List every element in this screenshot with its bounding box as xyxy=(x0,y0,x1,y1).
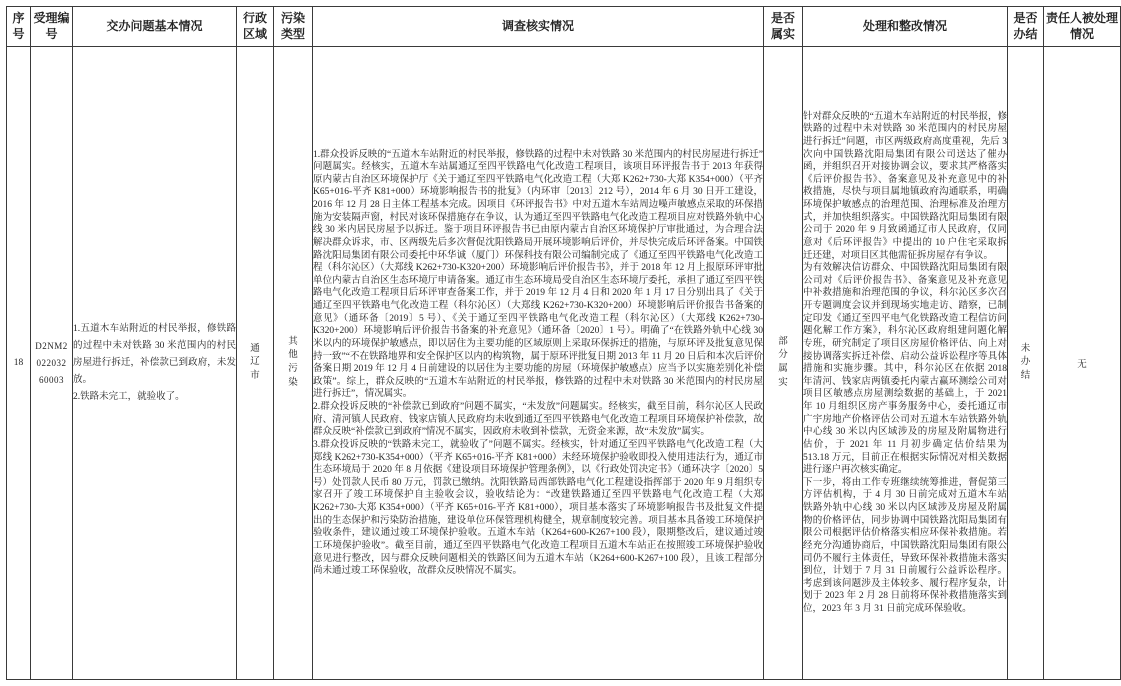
paragraph: 2.铁路未完工，就验收了。 xyxy=(73,391,185,402)
pollution-type-value: 其他污染 xyxy=(288,336,298,388)
col-header-region: 行政区域 xyxy=(237,7,274,47)
paragraph: 2.群众投诉反映的“补偿款已到政府”问题不属实，“未发放”问题属实。经核实，截至目前，科尔沁区人民政府、清河镇人民政府、钱家店镇人民政府均未收到通辽至四平铁路电气化改造工程项目环境保护补偿款，故群众反映“补偿款已到政府”情况不属实，因政府未收到补偿款，无资金来源，故“未发放”属实。 xyxy=(313,402,763,438)
paragraph: 3.群众投诉反映的“铁路未完工，就验收了”问题不属实。经核实，针对通辽至四平铁路电气化改造工程（大郑线 K262+730-K354+000）（平齐 K65+016-平齐 K81+000）未经环境保护验收即投入使用违法行为，通辽市生态环境局于 2020 年 8 月依据《建设项目环境保护管理条例》，以《行政处罚决定书》（通环决字〔2020〕5 号）处罚款人民币 80 万元，罚款已缴纳。沈阳铁路局西部铁路电气化工程建设指挥部于 2020 年 9 月组织专家召开了竣工环境保护自主验收会议，验收结论为：“改建铁路通辽至四平铁路电气化改造工程（大郑 K262+730-大郑 K354+000）（平齐 K65+016-平齐 K81+000），项目基本落实了环境影响报告书及批复文件提出的生态保护和污染防治措施，建设单位环保管理机构健全，规章制度较完善。项目基本具备竣工环境保护验收条件，建议通过竣工环境保护验收。五道木车站（K264+600-K267+100 段），限期整改后，建议通过竣工环境保护验收”。截至目前，通辽至四平铁路电气化改造工程项目五道木车站正在按照竣工环境保护验收意见进行整改，因与群众反映问题相关的铁路区间为五道木车站（K264+600-K267+100 段），且该工程部分尚未通过竣工环保验收，故群众反映情况不属实。 xyxy=(313,439,763,577)
cell-case-no xyxy=(31,47,73,680)
paragraph: 针对群众反映的“五道木车站附近的村民举报，修铁路的过程中未对铁路 30 米范围内的村民房屋进行拆迁”问题，市区两级政府高度重视，先后 3 次向中国铁路沈阳局集团有限公司送达了催办函，并组织召开对接协调会议，要求其严格落实《后评价报告书》、备案意见及补充意见中的补救措施，尽快与项目属地镇政府沟通联系，明确环境保护敏感点的治理范围、治理标准及治理方式，并加快组织落实。中国铁路沈阳局集团有限公司于 2020 年 9 月致函通辽市人民政府，仅同意对《后环评报告》中提出的 10 户住宅采取拆迁还建，对项目区其他需征拆房屋存有争议。 xyxy=(803,111,1007,261)
table-row xyxy=(7,47,1121,680)
col-header-accountability: 责任人被处理情况 xyxy=(1044,7,1121,47)
paragraph: 为有效解决信访群众、中国铁路沈阳局集团有限公司对《后评价报告书》、备案意见及补充意见中补救措施和治理范围的争议，科尔沁区多次召开专题调度会议并到现场实地走访、踏察，已制定印发《通辽至四平电气化铁路改造工程信访问题化解工作方案》，科尔沁区政府组建问题化解专班，研究制定了项目区房屋价格评估、向上对接协调落实拆迁补偿、启动公益诉讼程序等具体措施和实施步骤。其中，科尔沁区在依据 2018 年清河、钱家店两镇委托内蒙古赢环测绘公司对项目区敏感点房屋测绘数据的基础上，于 2021 年 10 月组织区房产事务服务中心，委托通辽市广宇房地产价格评估公司对五道木车站铁路外轨中心线 30 米以内区域涉及的房屋及附属物进行估价，于 2021 年 11 月初步确定估价结果为 513.18 万元，目前正在根据实际情况对相关数据进行逐户再次核实确定。 xyxy=(803,263,1007,476)
col-header-index: 序号 xyxy=(7,7,31,47)
col-header-problem: 交办问题基本情况 xyxy=(73,7,237,47)
header-row xyxy=(7,7,1121,47)
completed-value: 未办结 xyxy=(1020,343,1031,382)
col-header-verified: 是否属实 xyxy=(764,7,803,47)
col-header-case-no: 受理编号 xyxy=(31,7,73,47)
cell-investigation xyxy=(313,47,764,680)
paragraph: 下一步，将由工作专班继续统筹推进，督促第三方评估机构，于 4 月 30 日前完成对五道木车站铁路外轨中心线 30 米以内区域涉及房屋及附属物的价格评估，同步协调中国铁路沈阳局集团有限公司根据评估价格落实相应环保补救措施。若经充分沟通协商后，中国铁路沈阳局集团有限公司仍不履行主体责任，导致环保补救措施未落实到位，计划于 7 月 31 日前履行公益诉讼程序。考虑到该问题涉及主体较多、履行程序复杂，计划于 2023 年 2 月 28 日前将环保补救措施落实到位，2023 年 3 月 31 日前完成环保验收。 xyxy=(803,477,1007,615)
cell-handling xyxy=(803,47,1008,680)
case-number: D2NM202203260003 xyxy=(35,340,68,385)
cell-completed xyxy=(1008,47,1044,680)
cell-problem xyxy=(73,47,237,680)
cell-region xyxy=(237,47,274,680)
col-header-pollution-type: 污染类型 xyxy=(274,7,313,47)
col-header-investigation: 调查核实情况 xyxy=(313,7,764,47)
paragraph: 1.群众投诉反映的“五道木车站附近的村民举报，修铁路的过程中未对铁路 30 米范围内的村民房屋进行拆迁”问题属实。经核实，五道木车站属通辽至四平铁路电气化改造工程项目，该项目环评报告书于 2013 年获得原内蒙古自治区环境保护厅《关于通辽至四平铁路电气化改造工程（大郑 K262+730-大郑 K354+000）（平齐 K65+016-平齐 K81+000）环境影响报告书的批复》（内环审〔2013〕212 号），2014 年 6 月 30 日开工建设，2016 年 12 月 28 日主体工程基本完成。因项目《环评报告书》中对五道木车站周边噪声敏感点采取的环保措施为安装隔声窗，村民对该环保措施存在争议，认为通辽至四平铁路电气化改造工程项目应对铁路外轨中心线 30 米内居民房屋予以拆迁。鉴于项目环评报告书已由原内蒙古自治区环境保护厅审批通过，为合理合法解决群众诉求，市、区两级先后多次督促沈阳铁路局开展环境影响后评价，并尽快完成后环评备案。中国铁路沈阳局集团有限公司委托中环华诚（厦门）环保科技有限公司编制完成了《通辽至四平铁路电气化改造工程（科尔沁区）（大郑线 K262+730-K320+200）环境影响后评价报告书》，并于 2018 年 12 月上报原环评审批单位内蒙古自治区生态环境厅申请备案。通辽市生态环境局受自治区生态环境厅委托，承担了通辽至四平铁路电气化改造工程项目后环评审查备案工作，并于 2019 年 12 月 4 日和 2020 年 1 月 17 日分别出具了《关于通辽至四平铁路电气化改造工程（科尔沁区）（大郑线 K262+730-K320+200）环境影响后评价报告书备案的意见》（通环备〔2019〕5 号）、《关于通辽至四平铁路电气化改造工程（科尔沁区）（大郑线 K262+730-K320+200）环境影响后评价报告书备案的补充意见》（通环备〔2020〕1 号）。明确了“在铁路外轨中心线 30 米以内的环境保护敏感点，即以居住为主要功能的区域原则上采取环保拆迁的措施，与原环评及批复意见保持一致”“不在铁路地界和安全保护区以内的构筑物，属于原环评批复日期 2013 年 11 月 20 日后和本次后评价备案日期 2019 年 12 月 4 日前建设的以居住为主要功能的房屋（环境保护敏感点）应当予以实施差别化补偿政策”。综上，群众反映的“五道木车站附近的村民举报，修铁路的过程中未对铁路 30 米范围内的村民房屋进行拆迁”，情况属实。 xyxy=(313,149,763,400)
cell-accountability: 无 xyxy=(1044,47,1121,680)
complaint-report-table xyxy=(6,6,1121,680)
paragraph: 1.五道木车站附近的村民举报，修铁路的过程中未对铁路 30 米范围内的村民房屋进行拆迁，补偿款已到政府，未发放。 xyxy=(73,323,236,385)
region-value: 通辽市 xyxy=(250,343,260,382)
col-header-completed: 是否办结 xyxy=(1008,7,1044,47)
cell-index: 18 xyxy=(7,47,31,680)
cell-pollution-type xyxy=(274,47,313,680)
col-header-handling: 处理和整改情况 xyxy=(803,7,1008,47)
verified-value: 部分属实 xyxy=(778,336,788,388)
cell-verified xyxy=(764,47,803,680)
